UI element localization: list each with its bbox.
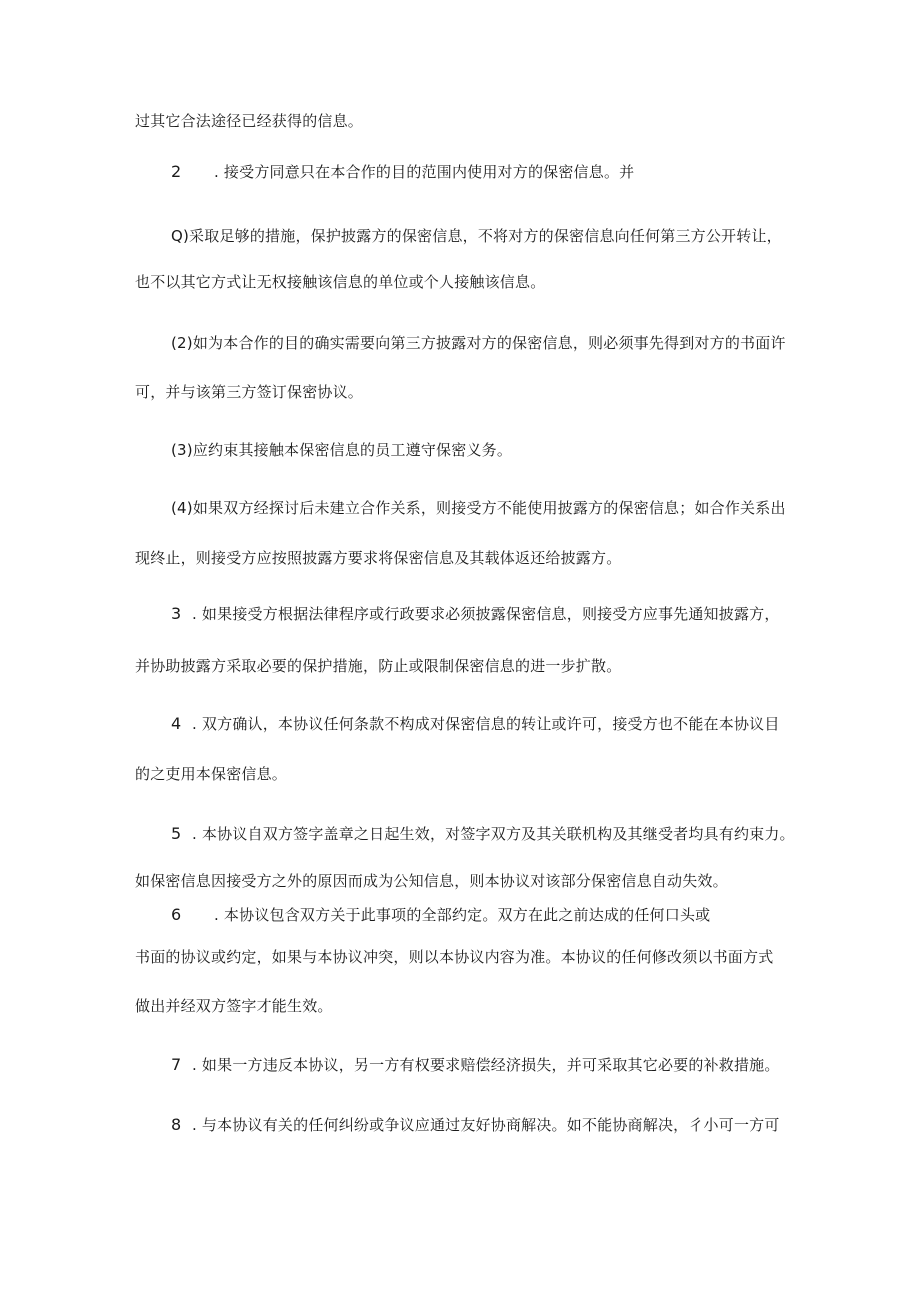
- text-line: (2)如为本合作的目的确实需要向第三方披露对方的保密信息，则必须事先得到对方的书面许: [171, 334, 786, 352]
- text-line: 书面的协议或约定，如果与本协议冲突，则以本协议内容为准。本协议的任何修改须以书面方式: [135, 948, 774, 966]
- clause-number: 6: [171, 905, 182, 924]
- clause-number: 4: [171, 714, 182, 733]
- text-line: Q)采取足够的措施，保护披露方的保密信息，不将对方的保密信息向任何第三方公开转让，: [171, 227, 782, 245]
- text-line: 现终止，则接受方应按照披露方要求将保密信息及其载体返还给披露方。: [135, 549, 622, 567]
- text-line: 做出并经双方签字才能生效。: [135, 997, 333, 1015]
- text-line: 也不以其它方式让无权接触该信息的单位或个人接触该信息。: [135, 273, 546, 291]
- text-line: . 与本协议有关的任何纠纷或争议应通过友好协商解决。如不能协商解决，彳小可一方可: [192, 1116, 780, 1134]
- text-line: 如保密信息因接受方之外的原因而成为公知信息，则本协议对该部分保密信息自动失效。: [135, 872, 728, 890]
- clause-number: 2: [171, 162, 182, 181]
- text-line: (3)应约束其接触本保密信息的员工遵守保密义务。: [171, 441, 513, 459]
- clause-number: 8: [171, 1115, 182, 1134]
- text-line: (4)如果双方经探讨后未建立合作关系，则接受方不能使用披露方的保密信息；如合作关系出: [171, 499, 786, 517]
- clause-number: 7: [171, 1055, 182, 1074]
- clause-number: 5: [171, 824, 182, 843]
- text-line: 过其它合法途径已经获得的信息。: [135, 112, 364, 130]
- text-line: . 如果一方违反本协议，另一方有权要求赔偿经济损失，并可采取其它必要的补救措施。: [192, 1056, 780, 1074]
- text-line: 并协助披露方采取必要的保护措施，防止或限制保密信息的进一步扩散。: [135, 657, 622, 675]
- text-line: . 本协议包含双方关于此事项的全部约定。双方在此之前达成的任何口头或: [214, 906, 711, 924]
- text-line: . 如果接受方根据法律程序或行政要求必须披露保密信息，则接受方应事先通知披露方，: [192, 605, 780, 623]
- text-line: 的之吏用本保密信息。: [135, 765, 288, 783]
- clause-number: 3: [171, 604, 182, 623]
- text-line: . 双方确认，本协议任何条款不构成对保密信息的转让或许可，接受方也不能在本协议目: [192, 715, 780, 733]
- text-line: . 接受方同意只在本合作的目的范围内使用对方的保密信息。并: [214, 163, 635, 181]
- text-line: . 本协议自双方签字盖章之日起生效，对签字双方及其关联机构及其继受者均具有约束力。: [192, 825, 795, 843]
- text-line: 可，并与该第三方签订保密协议。: [135, 383, 364, 401]
